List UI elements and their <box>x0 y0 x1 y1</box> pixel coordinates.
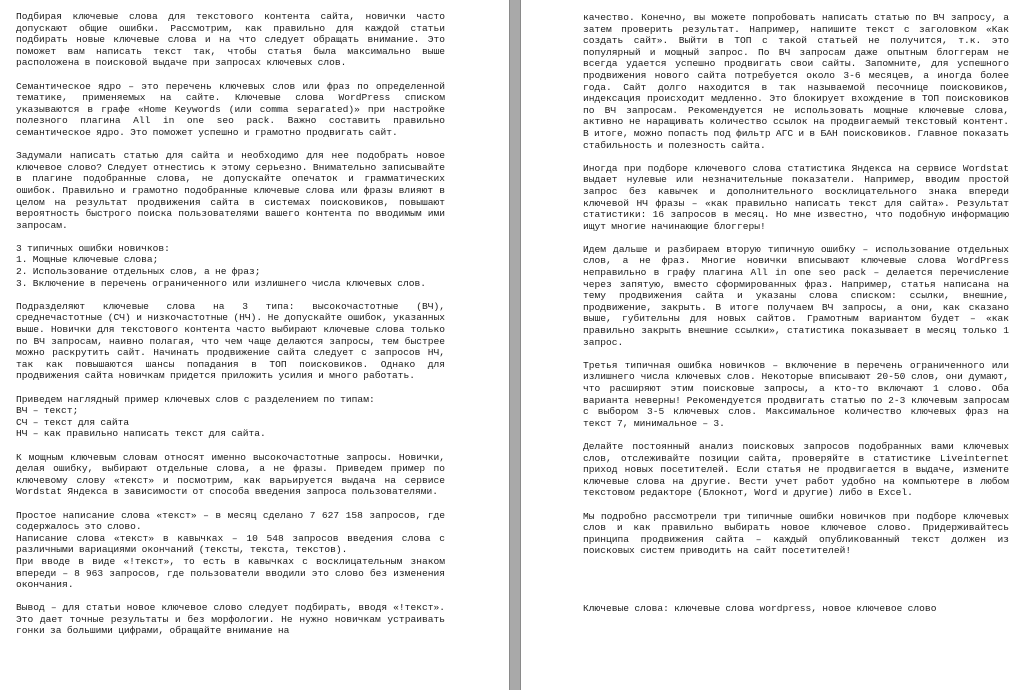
stats-line: Простое написание слова «текст» – в месяц сделано 7 627 158 запросов, где содержалось это слово. <box>16 509 445 533</box>
paragraph-conclusion: Вывод – для статьи новое ключевое слово следует подбирать, вводя «!текст». Это дает точные результаты и без морфологии. Не нужно новичкам устраивать гонки за большими цифрами, обращайте внимание на <box>16 602 445 637</box>
paragraph-wordstat: Иногда при подборе ключевого слова статистика Яндекса на сервисе Wordstat выдает нулевые или незначительные показатели. Например, вводим простой запрос без кавычек и дополнительного восклицательного знака впереди ключевой НЧ фразы – «как правильно написать текст для сайта». Результат статистики: 16 запросов в месяц. Но мне известно, что подобную информацию ищут многие начинающие блоггеры! <box>583 162 1009 232</box>
paragraph-semantic-core: Семантическое ядро – это перечень ключевых слов или фраз по определенной тематике, применяемых на сайте. Ключевые слова WordPress списком указываются в графе «Home Keywords (или comma separated)» при настройке полезного плагина All in one seo pack. Важно составить правильно семантическое ядро. Это поможет успешно и грамотно продвигать сайт. <box>16 80 445 138</box>
paragraph-powerful-keywords: К мощным ключевым словам относят именно высокочастотные запросы. Новички, делая ошибку, выбирают отдельные слова, а не фразы. Приведем пример по ключевому слову «текст» и посмотрим, как варьируется выдача на сервисе Wordstat Яндекса в зависимости от способа введения запроса пользователями. <box>16 451 445 498</box>
errors-list <box>16 243 445 278</box>
paragraph-intro: Подбирая ключевые слова для текстового контента сайта, новички часто допускают общие ошибки. Рассмотрим, как правильно для каждой статьи подбирать новые ключевые слова и на что следует обращать внимание. Это поможет вам написать текст так, чтобы статья была максимально выше расположена в поисковой выдаче при запросах ключевых слов. <box>16 11 445 69</box>
page-separator <box>509 0 521 690</box>
page-text-right <box>583 12 1009 614</box>
errors-list-heading: 3 типичных ошибки новичков: <box>16 242 170 254</box>
document-page-right <box>521 0 1028 690</box>
example-list-item: СЧ – текст для сайта <box>16 416 130 428</box>
paragraph-second-error: Идем дальше и разбираем вторую типичную ошибку – использование отдельных слов, а не фраз. Многие новички вписывают ключевые слова WordPress неправильно в графу плагина All in one seo pack – делается перечисление через запятую, вместо сформированных фраз. Например, статья написана на тему продвижения сайта и указаны слова списком: ссылки, внешние, продвижение, закрыть. В итоге получаем ВЧ запросы, а они, как сказано выше, губительны для новых сайтов. Грамотным вариантом будет – «как правильно закрыть внешние ссылки», статистика показывает в месяц только 1 запрос. <box>583 243 1009 348</box>
paragraph-third-error: Третья типичная ошибка новичков – включение в перечень ограниченного или излишнего числа ключевых слов. Некоторые вписывают 20-50 слов, они думают, что расширяют этим поисковые запросы, а кто-то включают 1 слово. Оба варианта неверны! Рекомендуется продвигать статью по 2-3 ключевым запросам с выбором 3-5 ключевых слов. Максимальное количество ключевых фраз на текст 7, минимальное – 3. <box>583 359 1009 429</box>
errors-list-item: 3. Включение в перечень ограниченного или излишнего числа ключевых слов. <box>16 277 427 289</box>
paragraph-summary: Мы подробно рассмотрели три типичные ошибки новичков при подборе ключевых слов и как правильно выбирать новое ключевое слово. Придерживайтесь принципа продвижения сайта – каждый опубликованный текст должен из поисковых систем приводить на сайт посетителей! <box>583 510 1009 557</box>
example-list <box>16 394 445 440</box>
paragraph-new-keyword: Задумали написать статью для сайта и необходимо для нее подобрать новое ключевое слово? Следует отнестись к этому серьезно. Внимательно записывайте в плагине подобранные слова, не допускайте опечаток и грамматических ошибок. Правильно и грамотно подобранные ключевые слова или фразы влияют в целом на результат продвижения сайта в системах поисковиков, повышают вероятность быстрого поиска пользователями вашего контента по вводимым ими запросам. <box>16 150 445 231</box>
example-list-item: ВЧ – текст; <box>16 405 79 417</box>
paragraph-analysis: Делайте постоянный анализ поисковых запросов подобранных вами ключевых слов, отслеживайте позиции сайта, проверяйте в статистике Liveinternet приход новых посетителей. Если статья не продвигается в выдаче, измените ключевые слова на другие. Вести учет работ удобно на компьютере в любом текстовом редакторе (Блокнот, Word и другие) либо в Excel. <box>583 440 1009 499</box>
stats-line: При вводе в виде «!текст», то есть в кавычках с восклицательным знаком впереди – 8 963 запросов, где пользователи вводили это слово без изменения окончания. <box>16 555 445 591</box>
example-list-heading: Приведем наглядный пример ключевых слов с разделением по типам: <box>16 393 375 405</box>
blank-space <box>583 569 1009 603</box>
errors-list-item: 2. Использование отдельных слов, а не фраз; <box>16 266 261 278</box>
document-page-left <box>0 0 509 690</box>
page-text-left <box>16 11 445 649</box>
stats-line: Написание слова «текст» в кавычках – 10 548 запросов введения слова с различными вариациями окончаний (тексты, текста, текстов). <box>16 532 445 556</box>
keywords-line: Ключевые слова: ключевые слова wordpress, новое ключевое слово <box>583 602 937 614</box>
errors-list-item: 1. Мощные ключевые слова; <box>16 254 159 266</box>
example-list-item: НЧ – как правильно написать текст для сайта. <box>16 428 266 440</box>
paragraph-quality: качество. Конечно, вы можете попробовать написать статью по ВЧ запросу, а затем проверить результат. Например, напишите текст с заголовком «Как создать сайт». Выйти в ТОП с такой статьей не получится, т.к. это популярный и мощный запрос. По ВЧ запросам даже опытным блоггерам не всегда удается успешно продвигать свои сайты. Запомните, для успешного продвижения нового сайта потребуется около 3-6 месяцев, а иногда более года. Сайт долго находится в так называемой песочнице поисковиков, индексация происходит медленно. Это блокирует вхождение в ТОП поисковиков по ВЧ запросам. Рекомендуется не использовать мощные ключевые слова, активно не наращивать количество ссылок на продвигаемый текстовый контент. В итоге, можно попасть под фильтр АГС и в БАН поисковиков. Главное показать стабильность и полезность сайта. <box>583 12 1009 151</box>
paragraph-keyword-types: Подразделяют ключевые слова на 3 типа: высокочастотные (ВЧ), среднечастотные (СЧ) и низкочастотные (НЧ). Не допускайте ошибок, указанных выше. Новички для текстового контента часто выбирают ключевые слова только по ВЧ запросам, наивно полагая, что чем чаще делаются запросы, тем быстрее можно раскрутить сайт. Начинать продвижение сайта следует с запросов НЧ, так как повышаются шансы попадания в ТОП поисковиков. Однако для продвижения сайта новичкам придется приложить усилия и много работать. <box>16 300 445 382</box>
